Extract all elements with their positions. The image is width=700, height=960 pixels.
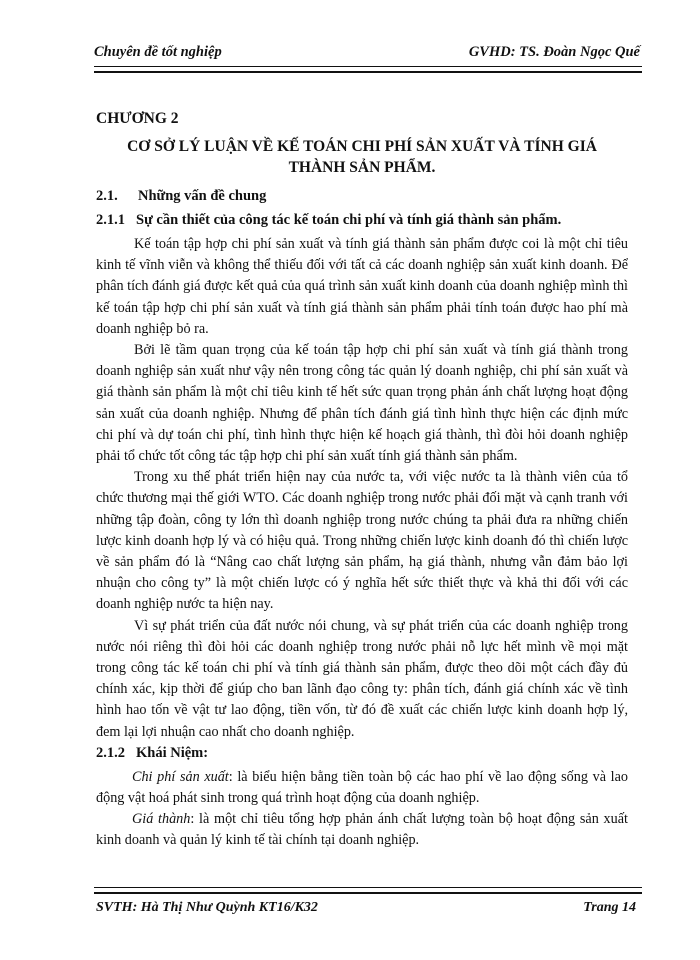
page-header	[90, 44, 640, 66]
header-advisor: GVHD: TS. Đoàn Ngọc Quế	[468, 44, 640, 60]
section-title: Sự cần thiết của công tác kế toán chi phí và tính giá thành sản phẩm.	[136, 212, 562, 228]
chapter-title: CƠ SỞ LÝ LUẬN VỀ KẾ TOÁN CHI PHÍ SẢN XUẤT VÀ TÍNH GIÁ THÀNH SẢN PHẨM.	[127, 138, 597, 176]
header-document-type: Chuyên đề tốt nghiệp	[94, 44, 222, 60]
header-divider	[94, 66, 642, 73]
paragraph: Trong xu thế phát triển hiện nay của nước ta, với việc nước ta là thành viên của tổ chức thương mại thế giới WTO. Các doanh nghiệp trong nước phải đối mặt và cạnh tranh với những tập đoàn, công ty lớn thì doanh nghiệp trong nước chúng ta phải đưa ra những chiến lược kinh doanh hợp lý và có hiệu quả. Trong những chiến lược kinh doanh đó thì chiến lược về sản phẩm đó là “Nâng cao chất lượng sản phẩm, hạ giá thành, nhưng vẫn đảm bảo lợi nhuận cho công ty” là một chiến lược có ý nghĩa hết sức thiết thực và khả thi đối với các doanh nghiệp nước ta hiện nay.	[96, 469, 628, 613]
section-heading-2-1-1	[96, 212, 628, 234]
section-heading-2-1-2	[96, 745, 628, 767]
footer-student: SVTH: Hà Thị Như Quỳnh KT16/K32	[96, 900, 318, 915]
section-number: 2.1.1	[96, 212, 125, 228]
definition-term: Chi phí sản xuất	[132, 768, 229, 785]
section-heading-2-1	[96, 188, 628, 210]
definition-paragraph	[96, 809, 628, 851]
definition-text: : là biểu hiện bằng tiền toàn bộ các hao phí về lao động sống và lao động vật hoá phát sinh trong quá trình hoạt động của doanh nghiệp.	[96, 768, 628, 807]
section-title: Khái Niệm:	[136, 744, 209, 761]
definition-term: Giá thành	[132, 811, 191, 828]
section-number: 2.1.	[96, 188, 118, 204]
footer-divider	[94, 887, 642, 894]
page-number: Trang 14	[583, 900, 636, 915]
definitions	[96, 767, 628, 852]
page-body	[96, 110, 628, 852]
definition-paragraph	[96, 767, 628, 809]
paragraph: Kế toán tập hợp chi phí sản xuất và tính giá thành sản phẩm được coi là một chỉ tiêu kinh tế vĩnh viễn và không thể thiếu đối với tất cả các doanh nghiệp sản xuất kinh doanh. Để phân tích đánh giá được kết quả của quá trình sản xuất kinh doanh của doanh nghiệp mình thì kế toán tập hợp chi phí sản xuất và tính giá thành sản phẩm phải tính toán được hao phí mà doanh nghiệp bỏ ra.	[96, 236, 628, 337]
chapter-label: CHƯƠNG 2	[96, 110, 179, 127]
section-title: Những vấn đề chung	[138, 188, 267, 204]
page-footer	[90, 900, 640, 922]
section-number: 2.1.2	[96, 744, 125, 761]
paragraph: Bởi lẽ tầm quan trọng của kế toán tập hợp chi phí sản xuất và tính giá thành trong doanh nghiệp sản xuất như vậy nên trong công tác quản lý doanh nghiệp, chi phí sản xuất và giá thành sản phẩm là một chỉ tiêu kinh tế hết sức quan trọng phản ánh chất lượng hoạt động sản xuất của doanh nghiệp. Nhưng để phân tích đánh giá tình hình thực hiện các định mức chi phí và dự toán chi phí, tình hình thực hiện kế hoạch giá thành, thì đòi hỏi doanh nghiệp phải tổ chức tốt công tác tập hợp chi phí sản xuất tính giá thành sản phẩm.	[96, 342, 628, 465]
paragraph: Vì sự phát triển của đất nước nói chung, và sự phát triển của các doanh nghiệp trong nước nói riêng thì đòi hỏi các doanh nghiệp trong nước phải nỗ lực hết mình về mọi mặt trong công tác kế toán chi phí và tính giá thành sản phẩm, được theo dõi một cách đầy đủ chính xác, kịp thời để giúp cho ban lãnh đạo công ty: phân tích, đánh giá chính xác về tình hình hao tốn về vật tư lao động, tiền vốn, từ đó đề xuất các chiến lược kinh doanh hợp lý, đem lại lợi nhuận cao nhất cho doanh nghiệp.	[96, 617, 628, 740]
definition-text: : là một chỉ tiêu tổng hợp phản ánh chất lượng toàn bộ hoạt động sản xuất kinh doanh và quản lý kinh tế tài chính tại doanh nghiệp.	[96, 811, 628, 849]
